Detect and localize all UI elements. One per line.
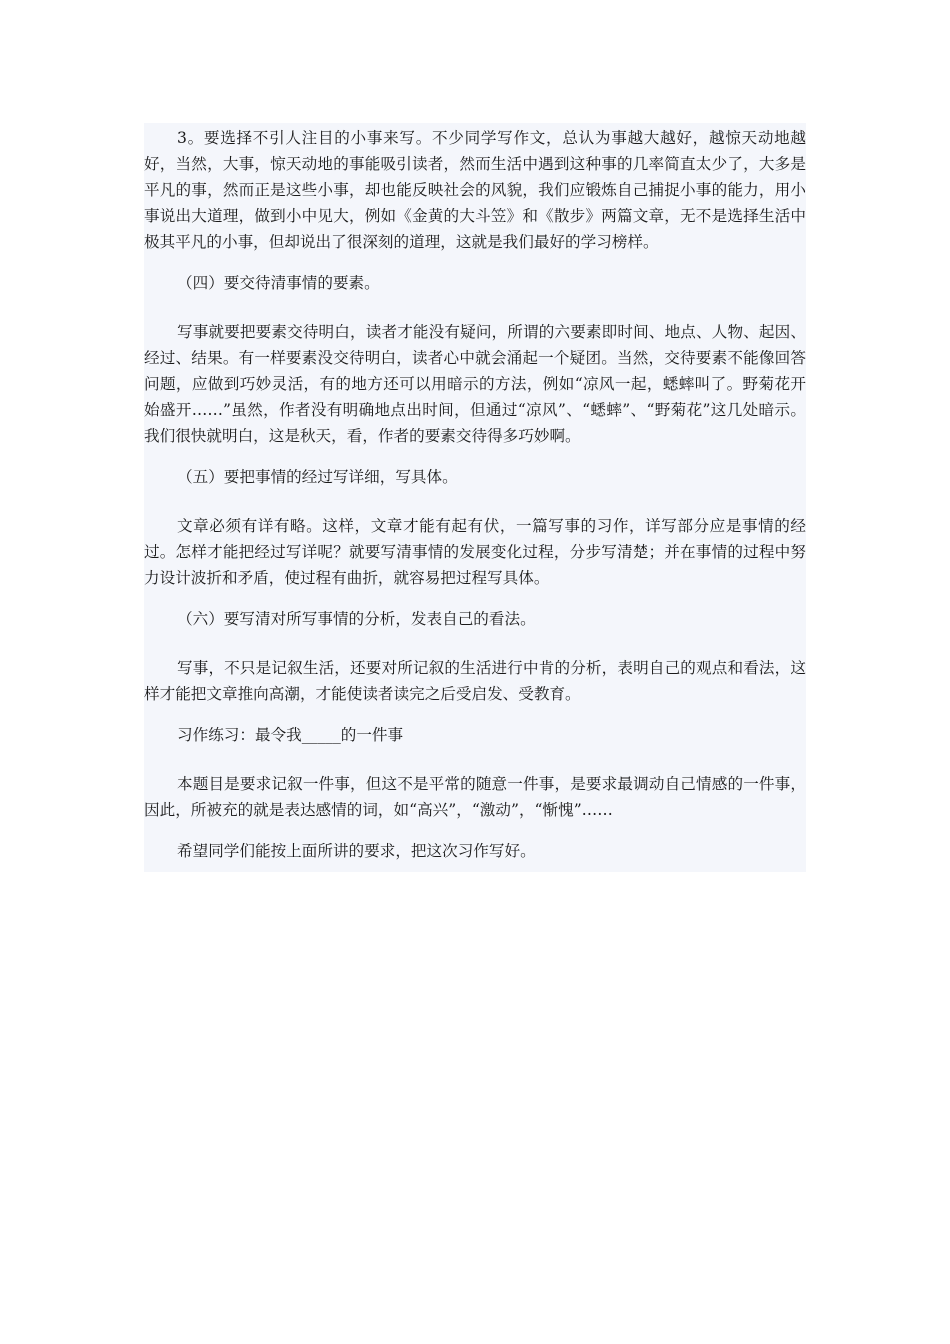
document-body [144, 123, 806, 872]
paragraph-closing: 希望同学们能按上面所讲的要求，把这次习作写好。 [177, 842, 536, 860]
paragraph-exercise-explanation: 本题目是要求记叙一件事，但这不是平常的随意一件事，是要求最调动自己情感的一件事，因此，所被充的就是表达感情的词，如“高兴”，“激动”，“惭愧”…… [144, 775, 806, 819]
paragraph-process-detail: 文章必须有详有略。这样，文章才能有起有伏，一篇写事的习作，详写部分应是事情的经过。怎样才能把经过写详呢？就要写清事情的发展变化过程，分步写清楚；并在事情的过程中努力设计波折和矛盾，使过程有曲折，就容易把过程写具体。 [144, 517, 806, 587]
exercise-title: 习作练习：最令我_____的一件事 [177, 726, 404, 744]
paragraph-small-events: 3。要选择不引人注目的小事来写。不少同学写作文，总认为事越大越好，越惊天动地越好，当然，大事，惊天动地的事能吸引读者，然而生活中遇到这种事的几率简直太少了，大多是平凡的事，然而正是这些小事，却也能反映社会的风貌，我们应锻炼自己捕捉小事的能力，用小事说出大道理，做到小中见大，例如《金黄的大斗笠》和《散步》两篇文章，无不是选择生活中极其平凡的小事，但却说出了很深刻的道理，这就是我们最好的学习榜样。 [144, 129, 806, 251]
heading-section-four: （四）要交待清事情的要素。 [177, 274, 380, 292]
heading-section-five: （五）要把事情的经过写详细，写具体。 [177, 468, 458, 486]
paragraph-elements: 写事就要把要素交待明白，读者才能没有疑问，所谓的六要素即时间、地点、人物、起因、经过、结果。有一样要素没交待明白，读者心中就会涌起一个疑团。当然，交待要素不能像回答问题，应做到巧妙灵活，有的地方还可以用暗示的方法，例如“凉风一起，蟋蟀叫了。野菊花开始盛开……”虽然，作者没有明确地点出时间，但通过“凉风”、“蟋蟀”、“野菊花”这几处暗示。我们很快就明白，这是秋天，看，作者的要素交待得多巧妙啊。 [144, 323, 806, 445]
heading-section-six: （六）要写清对所写事情的分析，发表自己的看法。 [177, 610, 536, 628]
paragraph-analysis: 写事，不只是记叙生活，还要对所记叙的生活进行中肯的分析，表明自己的观点和看法，这样才能把文章推向高潮，才能使读者读完之后受启发、受教育。 [144, 659, 806, 703]
